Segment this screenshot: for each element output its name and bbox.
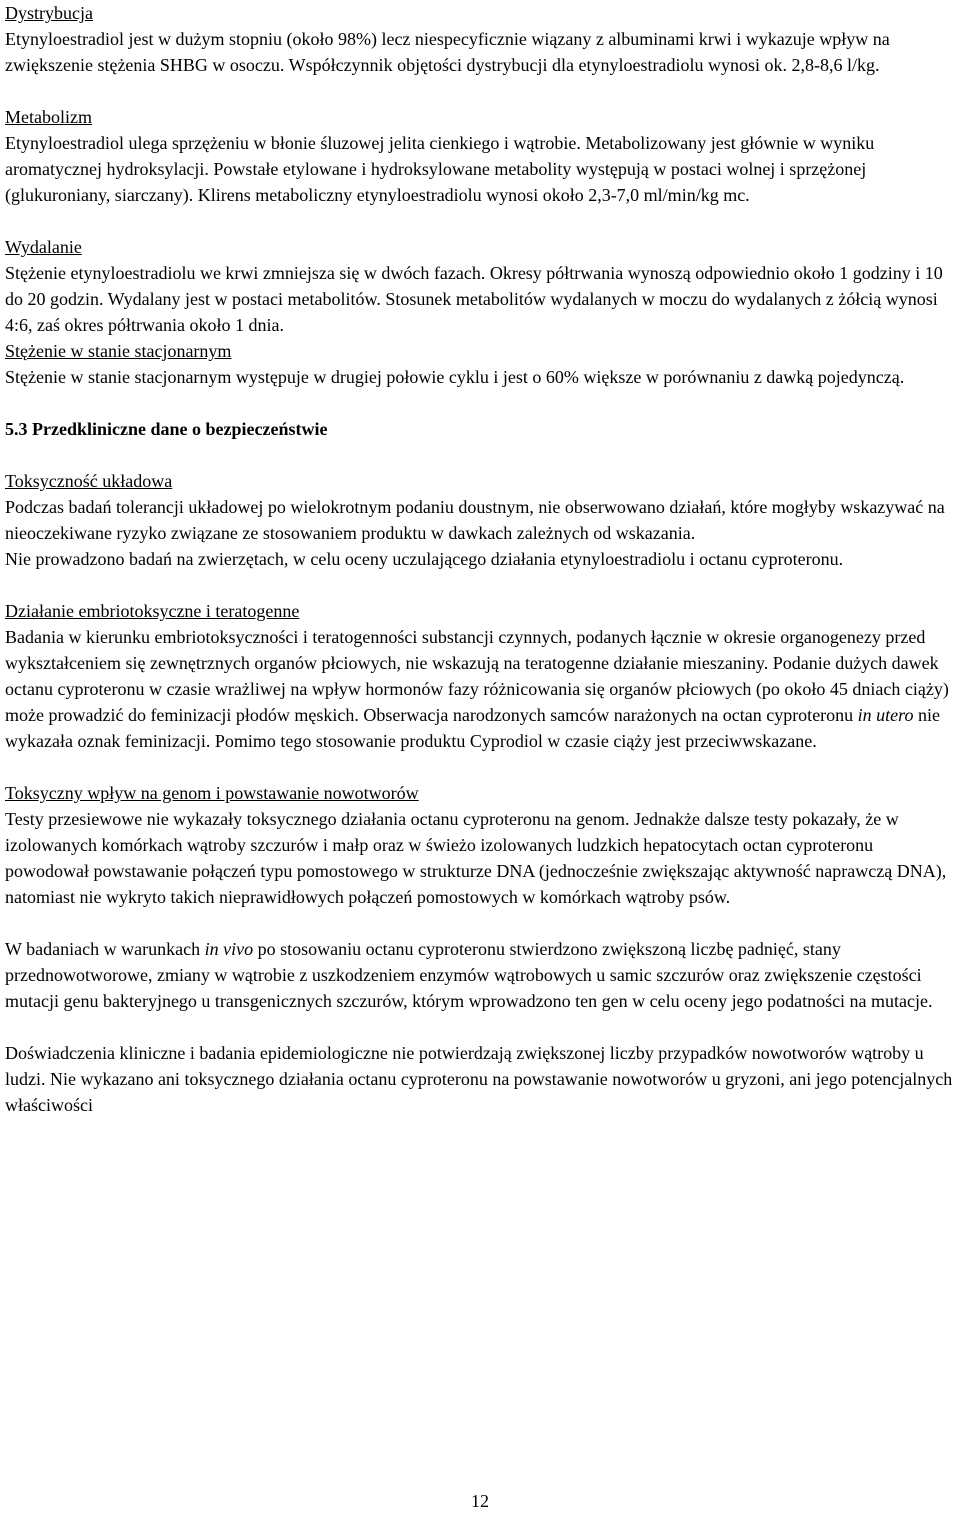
section-genom — [5, 780, 955, 1118]
section-title-5-3: 5.3 Przedkliniczne dane o bezpieczeństwie — [5, 419, 328, 439]
paragraph-toksycznosc-2: Nie prowadzono badań na zwierzętach, w celu oceny uczulającego działania etynyloestradiolu i octanu cyproteronu. — [5, 549, 844, 569]
heading-dystrybucja: Dystrybucja — [5, 3, 93, 23]
section-embrio — [5, 598, 955, 754]
embrio-text-b: nie wykazała oznak feminizacji. Pomimo tego stosowanie produktu Cyprodiol w czasie ciąży jest przeciwwskazane. — [5, 705, 940, 751]
heading-stan-stacjonarny: Stężenie w stanie stacjonarnym — [5, 341, 232, 361]
embrio-text-italic: in utero — [857, 705, 914, 725]
section-dystrybucja — [5, 0, 955, 78]
heading-toksycznosc: Toksyczność układowa — [5, 471, 173, 491]
paragraph-embrio — [5, 624, 955, 754]
genom-text2-b: po stosowaniu octanu cyproteronu stwierdzono zwiększoną liczbę padnięć, stany przednowotworowe, zmiany w wątrobie z uszkodzeniem enzymów wątrobowych u samic szczurów oraz zwiększenie częstości mutacji genu bakteryjnego u transgenicznych szczurów, którym wprowadzono ten gen w celu oceny jego podatności na mutacje. — [5, 939, 933, 1011]
document-page — [5, 0, 955, 1118]
section-toksycznosc — [5, 468, 955, 572]
heading-genom: Toksyczny wpływ na genom i powstawanie nowotworów — [5, 783, 419, 803]
paragraph-genom-2 — [5, 936, 955, 1014]
page-number: 12 — [471, 1491, 489, 1511]
section-wydalanie — [5, 234, 955, 338]
paragraph-toksycznosc-1: Podczas badań tolerancji układowej po wielokrotnym podaniu doustnym, nie obserwowano działań, które mogłyby wskazywać na nieoczekiwane ryzyko związane ze stosowaniem produktu w dawkach zależnych od wskazania. — [5, 497, 945, 543]
paragraph-genom-1: Testy przesiewowe nie wykazały toksycznego działania octanu cyproteronu na genom. Jednakże dalsze testy pokazały, że w izolowanych komórkach wątroby szczurów i małp oraz w świeżo izolowanych ludzkich hepatocytach octan cyproteronu powodował powstawanie połączeń typu pomostowego w strukturze DNA (jednocześnie zwiększając aktywność naprawczą DNA), natomiast nie wykryto takich nieprawidłowych połączeń pomostowych w komórkach wątroby psów. — [5, 809, 947, 907]
heading-embrio: Działanie embriotoksyczne i teratogenne — [5, 601, 300, 621]
paragraph-metabolizm: Etynyloestradiol ulega sprzężeniu w błonie śluzowej jelita cienkiego i wątrobie. Metabolizowany jest głównie w wyniku aromatycznej hydroksylacji. Powstałe etylowane i hydroksylowane metabolity występują w postaci wolnej i sprzężonej (glukuroniany, siarczany). Klirens metaboliczny etynyloestradiolu wynosi około 2,3-7,0 ml/min/kg mc. — [5, 133, 875, 205]
section-metabolizm — [5, 104, 955, 208]
heading-wydalanie: Wydalanie — [5, 237, 82, 257]
genom-text2-italic: in vivo — [204, 939, 254, 959]
paragraph-wydalanie: Stężenie etynyloestradiolu we krwi zmniejsza się w dwóch fazach. Okresy półtrwania wynoszą odpowiednio około 1 godziny i 10 do 20 godzin. Wydalany jest w postaci metabolitów. Stosunek metabolitów wydalanych w moczu do wydalanych z żółcią wynosi 4:6, zaś okres półtrwania około 1 dnia. — [5, 263, 943, 335]
heading-metabolizm: Metabolizm — [5, 107, 92, 127]
paragraph-dystrybucja: Etynyloestradiol jest w dużym stopniu (około 98%) lecz niespecyficznie wiązany z albuminami krwi i wykazuje wpływ na zwiększenie stężenia SHBG w osoczu. Współczynnik objętości dystrybucji dla etynyloestradiolu wynosi ok. 2,8-8,6 l/kg. — [5, 29, 890, 75]
paragraph-stan-stacjonarny: Stężenie w stanie stacjonarnym występuje w drugiej połowie cyklu i jest o 60% większe w porównaniu z dawką pojedynczą. — [5, 367, 905, 387]
genom-text2-a: W badaniach w warunkach — [5, 939, 205, 959]
paragraph-genom-3: Doświadczenia kliniczne i badania epidemiologiczne nie potwierdzają zwiększonej liczby przypadków nowotworów wątroby u ludzi. Nie wykazano ani toksycznego działania octanu cyproteronu na powstawanie nowotworów u gryzoni, ani jego potencjalnych właściwości — [5, 1043, 953, 1115]
section-stan-stacjonarny — [5, 338, 955, 390]
embrio-text-a: Badania w kierunku embriotoksyczności i teratogenności substancji czynnych, podanych łącznie w okresie organogenezy przed wykształceniem się zewnętrznych organów płciowych, nie wskazują na teratogenne działanie mieszaniny. Podanie dużych dawek octanu cyproteronu w czasie wrażliwej na wpływ hormonów fazy różnicowania się organów płciowych (po około 45 dniach ciąży) może prowadzić do feminizacji płodów męskich. Obserwacja narodzonych samców narażonych na octan cyproteronu — [5, 627, 949, 725]
